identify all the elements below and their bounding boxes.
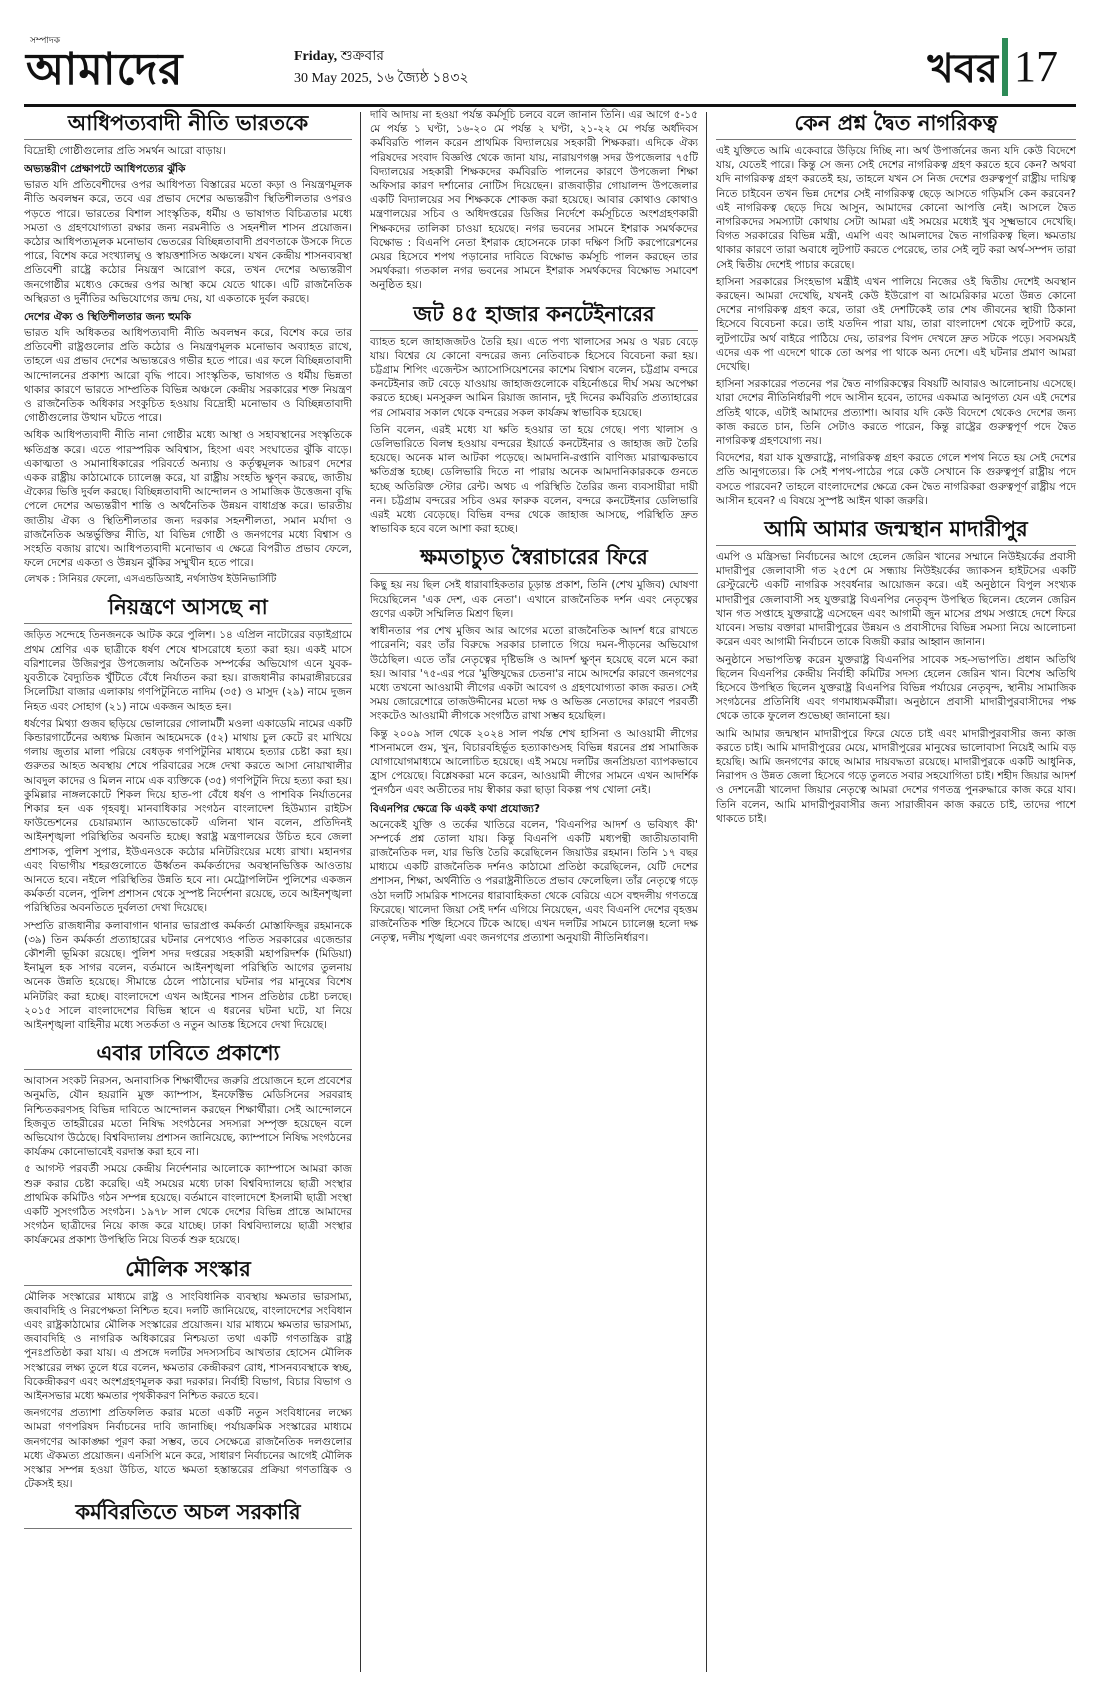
article-autocracy <box>370 544 698 945</box>
article-paragraph: আবাসন সংকট নিরসন, অনাবাসিক শিক্ষার্থীদের জরুরি প্রয়োজনে হলে প্রবেশের অনুমতি, যৌন হয়রানি মুক্ত ক্যাম্পাস, ইনফেক্টিভ মেডিসিনের সরবরাহ নিশ্চিতকরণসহ বিভিন্ন দাবিতে আন্দোলন করছেন শিক্ষার্থীরা। সেই আন্দোলনে হিজবুত তাহরীরের মতো নিষিদ্ধ সংগঠনের সদস্যরা সম্পৃক্ত হয়েছেন বলে অভিযোগ উঠেছে। বিশ্ববিদ্যালয় প্রশাসন জানিয়েছে, ক্যাম্পাসে নিষিদ্ধ সংগঠনের কার্যক্রম কোনোভাবেই বরদাস্ত করা হবে না। <box>24 1075 352 1159</box>
article-title[interactable]: এবার ঢাবিতে প্রকাশ্যে <box>24 1040 352 1070</box>
article-hegemony <box>24 110 352 586</box>
article-paragraph: অধিক আধিপত্যবাদী নীতি নানা গোষ্ঠীর মধ্যে আস্থা ও সহাবস্থানের সংস্কৃতিকে ক্ষতিগ্রস্ত করে। এতে পারস্পরিক অবিশ্বাস, হিংসা এবং সংঘাতের ঝুঁকি বাড়ে। একাত্মতা ও সমানাধিকারের পরিবর্তে অন্যায় ও কর্তৃত্বমূলক আচরণ দেশের একক রাষ্ট্রীয় কাঠামোকে চ্যালেঞ্জ করে, যা রাষ্ট্রীয় সংহতি ক্ষুণ্ন করছে, জাতীয় ঐক্যের ভিত্তি দুর্বল করছে। বিচ্ছিন্নতাবাদী আন্দোলন ও সামাজিক উত্তেজনা বৃদ্ধি পেলে দেশের অভ্যন্তরীণ শান্তি ও অর্থনৈতিক উন্নয়ন বাধাগ্রস্ত করে। ভারতীয় জাতীয় ঐক্য ও স্থিতিশীলতার জন্য দরকার সহনশীলতা, সমান মর্যাদা ও রাজনৈতিক অন্তর্ভুক্তির নীতি, যা বিভিন্ন গোষ্ঠী ও জনগণের মধ্যে বিশ্বাস ও সংহতি বজায় রাখে। আধিপত্যবাদী মনোভাব এ ক্ষেত্রে বিপরীত প্রভাব ফেলে, ফলে দেশের একতা ও উন্নয়ন ঝুঁকির সম্মুখীন হতে পারে। <box>24 429 352 570</box>
article-paragraph: এই যুক্তিতে আমি একেবারে উড়িয়ে দিচ্ছি না। অর্থ উপার্জনের জন্য যদি কেউ বিদেশে যায়, যেতেই পারে। কিন্তু সে জন্য সেই দেশের নাগরিকত্ব গ্রহণ করতে হবে কেন? অথবা যদি নাগরিকত্ব গ্রহণ করতেই হয়, তাহলে যখন সে নিজ দেশের গুরুত্বপূর্ণ রাষ্ট্রীয় দায়িত্ব নিতে চাইবেন তখন ভিন্ন দেশের সেই নাগরিকত্ব ছেড়ে আসতে গড়িমসি কেন করবেন? এই নাগরিকত্ব ছেড়ে দিয়ে আসুন, আমাদের কোনো আপত্তি নেই। আসলে দ্বৈত নাগরিকদের সমস্যাটা কোথায় সেটা আমরা এই সময়ের মধ্যেই খুব সূক্ষ্মভাবে দেখেছি। বিগত সরকারের বিভিন্ন মন্ত্রী, এমপি এবং আমলাদের দ্বৈত নাগরিকত্ব ছিল। ক্ষমতায় থাকার কারণে তারা অবাধে লুটপাট করতে পেরেছে, তার সেই লুট করা অর্থ-সম্পদ তারা সেই দ্বিতীয় দেশেই পাচার করেছে। <box>716 145 1076 271</box>
article-title[interactable]: আধিপত্যবাদী নীতি ভারতকে <box>24 110 352 140</box>
column-middle <box>370 108 698 1678</box>
article-reform <box>24 1256 352 1492</box>
day-bengali: শুক্রবার <box>340 49 384 64</box>
article-paragraph: তিনি বলেন, এরই মধ্যে যা ক্ষতি হওয়ার তা হয়ে গেছে। পণ্য খালাস ও ডেলিভারিতে বিলম্ব হওয়ায় বন্দরের ইয়ার্ডে কনটেইনার ও জাহাজ জট তৈরি হয়েছে। অনেক মাল আটকা পড়েছে। আমদানি-রপ্তানি বাণিজ্য মারাত্মকভাবে ক্ষতিগ্রস্ত হচ্ছে। ডেলিভারি দিতে না পারায় অনেক আমদানিকারককে গুনতে হচ্ছে অতিরিক্ত স্টোর রেন্ট। অথচ এ পরিস্থিতি তৈরির জন্য ব্যবসায়ীরা দায়ী নন। চট্টগ্রাম বন্দরের সচিব ওমর ফারুক বলেন, বন্দরে কনটেইনার ডেলিভারি এরই মধ্যে বেড়েছে। বিভিন্ন বন্দর থেকে জাহাজ আসছে, পরিস্থিতি দ্রুত স্বাভাবিক হবে বলে আশা করা হচ্ছে। <box>370 423 698 536</box>
article-title[interactable]: কেন প্রশ্ন দ্বৈত নাগরিকত্ব <box>716 110 1076 140</box>
logo-subtitle: সম্পাদক <box>30 36 61 46</box>
article-title[interactable]: কর্মবিরতিতে অচল সরকারি <box>24 1499 352 1529</box>
section-title: খবর <box>927 45 998 92</box>
article-paragraph: হাসিনা সরকারের সিংহভাগ মন্ত্রীই এখন পালিয়ে নিজের ওই দ্বিতীয় দেশেই অবস্থান করছেন। আমরা দেখেছি, যখনই কেউ ইউরোপ বা আমেরিকার মতো উন্নত কোনো দেশের নাগরিকত্ব গ্রহণ করে, তারা ওই দেশটিকেই তার শেষ জীবনের স্থায়ী ঠিকানা হিসেবে বিবেচনা করে। তাই যতদিন পারা যায়, তারা বাংলাদেশ থেকে লুটপাট করে, লুটপাটের অর্থ বাইরে পাঠিয়ে দেয়, তারপর বিপদ দেখলে দ্রুত সটকে পড়ে। সবসময়ই এদের এক পা এদেশে থাকে তো অপর পা থাকে অন্য দেশে। এই ঘটনার প্রমাণ আমরা দেখেছি। <box>716 275 1076 374</box>
author-byline: লেখক : সিনিয়র ফেলো, এসএন্ডডিআই, নর্থসাউথ ইউনিভার্সিটি <box>24 574 277 586</box>
article-strike <box>370 108 698 293</box>
article-paragraph: জড়িত সন্দেহে তিনজনকে আটক করে পুলিশ। ১৪ এপ্রিল নাটোরের বড়াইগ্রামে প্রথম শ্রেণির এক ছাত্রীকে ধর্ষণ শেষে শ্বাসরোধে হত্যা করা হয়। একই মাসে বরিশালের উজিরপুর উপজেলায় অনৈতিক সম্পর্কের অভিযোগ এনে যুবক-যুবতীকে বৈদ্যুতিক খুঁটিতে বেঁধে নির্যাতন করা হয়। রাজধানীর কামরাঙ্গীরচরের সিলেটিয়া বাজার এলাকায় গণপিটুনিতে নাদিম (৩৫) ও মাসুদ (২৯) নামে দুজন নিহত এবং সোহাগ (২১) নামে একজন আহত হন। <box>24 629 352 713</box>
article-paragraph: ৫ আগস্ট পরবর্তী সময়ে কেন্দ্রীয় নির্দেশনার আলোকে ক্যাম্পাসে আমরা কাজ শুরু করার চেষ্টা করেছি। এই সময়ের মধ্যে ঢাকা বিশ্ববিদ্যালয়ে ছাত্রী সংস্থার প্রাথমিক কমিটিও গঠন সম্পন্ন হয়েছে। বর্তমানে বাংলাদেশে ইসলামী ছাত্রী সংস্থা একটি সুসংগঠিত সংগঠন। ১৯৭৮ সাল থেকে দেশের বিভিন্ন প্রান্তে আমাদের সংগঠন ছাত্রীদের নিয়ে কাজ করে যাচ্ছে। ঢাকা বিশ্ববিদ্যালয়ে ছাত্রী সংস্থার কার্যক্রমের প্রকাশ্য উপস্থিতি নিয়ে বিতর্ক শুরু হয়েছে। <box>24 1163 352 1247</box>
article-citizenship <box>716 110 1076 508</box>
article-madaripur <box>716 516 1076 826</box>
article-paragraph: বিদেশের, ধরা যাক যুক্তরাষ্ট্রে, নাগরিকত্ব গ্রহণ করতে গেলে শপথ নিতে হয় সেই দেশের প্রতি আনুগত্যের। কি সেই শপথ-পাঠের পরে কেউ সেখানে কি গুরুত্বপূর্ণ রাষ্ট্রীয় পদে বসতে পারবেন? তাহলে বাংলাদেশের ক্ষেত্রে কেন দ্বৈত নাগরিকরা গুরুত্বপূর্ণ রাষ্ট্রীয় পদে আসীন হবেন? এ বিষয়ে সুস্পষ্ট আইন থাকা জরুরি। <box>716 452 1076 507</box>
article-title[interactable]: মৌলিক সংস্কার <box>24 1256 352 1286</box>
article-paragraph: কিছু হয় নয় ছিল সেই ধারাবাহিকতার চূড়ান্ত প্রকাশ, তিনি (শেখ মুজিব) ঘোষণা দিয়েছিলেন 'এক দেশ, এক নেতা'। এখানে রাজনৈতিক দর্শন এবং নেতৃত্বের গুণের একটা সম্মিলিত মিশ্রণ ছিল। <box>370 579 698 620</box>
article-paragraph: ভারত যদি প্রতিবেশীদের ওপর আধিপত্য বিস্তারের মতো কড়া ও নিয়ন্ত্রণমূলক নীতি অবলম্বন করে, তবে এর প্রভাব দেশের অভ্যন্তরীণ স্থিতিশীলতার ওপরও পড়তে পারে। ভারতের বিশাল সাংস্কৃতিক, ধর্মীয় ও ভাষাগত বিচিত্রতার মধ্যে সমতা ও গ্রহণযোগ্যতা রক্ষার জন্য নরমনীতি ও সহনশীল শাসন প্রয়োজন। কঠোর আধিপত্যমূলক মনোভাব ভেতরের বিচ্ছিন্নতাবাদী প্রবণতাকে উসকে দিতে পারে, বিশেষ করে সংখ্যালঘু ও স্বায়ত্তশাসিত অঞ্চলে। যখন কেন্দ্রীয় শাসনব্যবস্থা প্রতিবেশী রাষ্ট্রে কঠোর নিয়ন্ত্রণ আরোপ করে, তখন দেশের অভ্যন্তরীণ জনগোষ্ঠীর মধ্যেও কেন্দ্রের ওপর আস্থা কমে যেতে থাকে। এটি রাজনৈতিক অস্থিরতা ও দুর্নীতির অভিযোগের জন্ম দেয়, যা একতাকে দুর্বল করছে। <box>24 179 352 305</box>
article-paragraph: জনগণের প্রত্যাশা প্রতিফলিত করার মতো একটি নতুন সংবিধানের লক্ষ্যে আমরা গণপরিষদ নির্বাচনের দাবি জানাচ্ছি। পর্যায়ক্রমিক সংস্কারের মাধ্যমে জনগণের আকাঙ্ক্ষা পূরণ করা সম্ভব, তবে সেক্ষেত্রে রাজনৈতিক দলগুলোর মধ্যে ঐকমত্য প্রয়োজন। এনসিপি মনে করে, সাধারণ নির্বাচনের আগেই মৌলিক সংস্কার সম্পন্ন হওয়া উচিত, যাতে ক্ষমতা হস্তান্তরের প্রক্রিয়া গণতান্ত্রিক ও টেকসই হয়। <box>24 1407 352 1491</box>
logo-text: আমাদের <box>26 44 184 95</box>
day-english: Friday, <box>294 49 338 64</box>
newspaper-logo[interactable] <box>26 36 184 98</box>
column-right <box>716 108 1076 1678</box>
article-paragraph: স্বাধীনতার পর শেখ মুজিব আর আগের মতো রাজনৈতিক আদর্শ ধরে রাখতে পারেননি; বরং তাঁর বিরুদ্ধে সরকার চালাতে গিয়ে দমন-পীড়নের অভিযোগ উঠেছিল। এতে তাঁর নেতৃত্বের দৃষ্টিভঙ্গি ও আদর্শ ক্ষুণ্ন হয়েছে বলে মনে করা হয়। আবার '৭৫-এর পরে 'মুক্তিযুদ্ধের চেতনা'র নামে আদর্শের কারণে জনগণের মধ্যে তখনো আওয়ামী লীগের একটা আবেগ ও গ্রহণযোগ্যতা কাজ করত। সেই সময় জোরেশোরে তাজউদ্দীনের মতো দক্ষ ও অভিজ্ঞ নেতাদের কারণে পরবর্তী সংকটেও আওয়ামী লীগকে সংগঠিত রাখা সম্ভব হয়েছিল। <box>370 625 698 723</box>
article-paragraph: সম্প্রতি রাজধানীর কলাবাগান থানার ভারপ্রাপ্ত কর্মকর্তা মোস্তাফিজুর রহমানকে (৩৯) তিন কর্মকর্তা প্রত্যাহারের ঘটনার নেপথ্যেও পতিত সরকারের এজেন্ডার কৌশলী ভূমিকা রয়েছে। পুলিশ সদর দপ্তরের সহকারী মহাপরিদর্শক (মিডিয়া) ইনামুল হক সাগর বলেন, বর্তমানে আইনশৃঙ্খলা পরিস্থিতি আগের তুলনায় অনেক উন্নতি হয়েছে। সীমান্তে ঠেলে পাঠানোর ঘটনার পর মানুষের বিশেষ মনিটরিং করা হচ্ছে। বাংলাদেশে এখন আইনের শাসন প্রতিষ্ঠার চেষ্টা চলছে। ২০১৫ সালে বাংলাদেশের বিভিন্ন স্থানে এ ধরনের ঘটনা ঘটে, যা নিয়ে আইনশৃঙ্খলা বাহিনীর মধ্যে সতর্কতা ও নতুন আতঙ্ক হিসেবে দেখা দিয়েছে। <box>24 919 352 1031</box>
article-containers <box>370 301 698 537</box>
column-left <box>24 108 352 1678</box>
article-paragraph: আমি আমার জন্মস্থান মাদারীপুরে ফিরে যেতে চাই এবং মাদারীপুরবাসীর জন্য কাজ করতে চাই। আমি মাদারীপুরের মেয়ে, মাদারীপুরের মানুষের ভালোবাসা নিয়েই আমি বড় হয়েছি। আমি জনগণের কাছে আমার দায়বদ্ধতা রয়েছে। মাদারীপুরকে একটি আধুনিক, নিরাপদ ও উন্নত জেলা হিসেবে গড়ে তুলতে সবার সহযোগিতা চাই। শহীদ জিয়ার আদর্শ ও দেশনেত্রী খালেদা জিয়ার নেতৃত্বে আমরা দেশের গণতন্ত্র পুনরুদ্ধারে কাজ করে যাব। তিনি বলেন, আমি মাদারীপুরবাসীর জন্য সারাজীবন কাজ করতে চাই, তাদের পাশে থাকতে চাই। <box>716 727 1076 825</box>
column-divider <box>360 112 361 1672</box>
article-control <box>24 594 352 1032</box>
article-paragraph: ধর্ষণের মিথ্যা গুজব ছড়িয়ে ভোলারের গোলামটী মওলা একাডেমি নামের একটি কিন্ডারগার্টেনের অধ্যক্ষ মিজান আহমেদকে (৫২) মাথায় চুল কেটে রং মাখিয়ে গলায় জুতার মালা পরিয়ে বেধড়ক গণপিটুনির মাধ্যমে হত্যার চেষ্টা করা হয়। গুরুতর আহত অবস্থায় শেষে পরিবারের সঙ্গে দেখা করতে আসা নোয়াখালীর আবদুল কাদের ও মিলন নামে এক ব্যক্তিকে (৩৫) গণপিটুনি দিয়ে হত্যা করা হয়। কুমিল্লার নাঙ্গলকোটে শিকল দিয়ে হাত-পা বেঁধে ধর্ষণ ও পাশবিক নির্যাতনের শিকার হন এক গৃহবধূ। মানবাধিকার সংগঠন বাংলাদেশ হিউম্যান রাইটস ফাউন্ডেশনের চেয়ারম্যান অ্যাডভোকেট এলিনা খান বলেন, প্রতিদিনই আইনশৃঙ্খলা পরিস্থিতির অবনতি হচ্ছে। স্বরাষ্ট্র মন্ত্রণালয়ের উচিত হবে জেলা প্রশাসক, পুলিশ সুপার, ইউএনওকে কঠোর মনিটরিংয়ের মধ্যে রাখা। মহানগর এবং বিভাগীয় শহরগুলোতে ঊর্ধ্বতন কর্মকর্তাদের অবস্থানভিত্তিক আওতায় আনতে হবে। নইলে পরিস্থিতির উন্নতি হবে না। মেট্রোপলিটন পুলিশের একজন কর্মকর্তা বলেন, পুলিশ প্রশাসন থেকে সুস্পষ্ট নির্দেশনা রয়েছে, তবে আইনশৃঙ্খলা পরিস্থিতির অবনতিতে দুর্বলতা দেখা দিয়েছে। <box>24 717 352 915</box>
article-paragraph: বিদ্রোহী গোষ্ঠীগুলোর প্রতি সমর্থন আরো বাড়ায়। <box>24 145 226 157</box>
column-divider <box>706 112 707 1672</box>
article-paragraph: দাবি আদায় না হওয়া পর্যন্ত কর্মসূচি চলবে বলে জানান তিনি। এর আগে ৫-১৫ মে পর্যন্ত ১ ঘণ্টা, ১৬-২০ মে পর্যন্ত ২ ঘণ্টা, ২১-২২ মে পর্যন্ত অর্ধদিবস কর্মবিরতি পালন করেন প্রাথমিক বিদ্যালয়ের সহকারী শিক্ষকরা। এদিকে ঐক্য পরিষদের সংবাদ বিজ্ঞপ্তি থেকে জানা যায়, নারায়ণগঞ্জ সদর উপজেলার ৭৫টি বিদ্যালয়ের সহকারী শিক্ষকদের কর্মবিরতি পালনের কারণে উপজেলা শিক্ষা অফিসার কারণ দর্শানোর নোটিস দিয়েছেন। রাজবাড়ীর গোয়ালন্দ উপজেলার একটি বিদ্যালয়ের সব শিক্ষককে শোকজ করা হয়েছে। আবার কোথাও কোথাও মন্ত্রণালয়ের সচিব ও অধিদপ্তরের ডিজির নির্দেশে কর্মসূচিতে অংশগ্রহণকারী শিক্ষকদের তালিকা চাওয়া হয়েছে। নগর ভবনের সামনে ইশরাক সমর্থকদের বিক্ষোভ : বিএনপি নেতা ইশরাক হোসেনকে ঢাকা দক্ষিণ সিটি করপোরেশনের মেয়র হিসেবে শপথ পড়ানোর দাবিতে বিক্ষোভ কর্মসূচি পালন করছেন তার সমর্থকরা। গতকাল নগর ভবনের সামনে ইশরাক সমর্থকদের বিক্ষোভ সমাবেশ অনুষ্ঠিত হয়। <box>370 109 698 292</box>
subheading: দেশের ঐক্য ও স্থিতিশীলতার জন্য হুমকি <box>24 311 191 324</box>
subheading: বিএনপির ক্ষেত্রে কি একই কথা প্রযোজ্য? <box>370 802 541 815</box>
article-title[interactable]: জট ৪৫ হাজার কনটেইনারের <box>370 301 698 331</box>
article-title[interactable]: নিয়ন্ত্রণে আসছে না <box>24 594 352 624</box>
article-paragraph: ব্যাহত হলে জাহাজজটও তৈরি হয়। এতে পণ্য খালাসের সময় ও খরচ বেড়ে যায়। বিশ্বের যে কোনো বন্দরের জন্য নেতিবাচক হিসেবে বিবেচনা করা হয়। চট্টগ্রাম শিপিং এজেন্টস অ্যাসোসিয়েশনের কাশেম বিশ্বাস বলেন, চট্টগ্রাম বন্দরে কনটেইনার জট বেড়ে যাওয়ায় জাহাজগুলোকে বহির্নোঙরে দীর্ঘ সময় অপেক্ষা করতে হচ্ছে। মনসুরুল আমিন রিয়াজ জানান, দুই দিনের কর্মবিরতি প্রত্যাহারের পর সোমবার সকাল থেকে বন্দরের সকল কার্যক্রম স্বাভাবিক হয়েছে। <box>370 335 698 419</box>
article-strike-heading <box>24 1499 352 1529</box>
page-number-box <box>1002 38 1076 96</box>
article-paragraph: কিন্তু ২০০৯ সাল থেকে ২০২৪ সাল পর্যন্ত শেখ হাসিনা ও আওয়ামী লীগের শাসনামলে গুম, খুন, বিচারবহির্ভূত হত্যাকাণ্ডসহ বিভিন্ন ধরনের প্রশ্ন সামাজিক যোগাযোগমাধ্যমে আলোচিত হয়েছে। এই সময়ে দলটির জনপ্রিয়তা ব্যাপকভাবে হ্রাস পেয়েছে। বিশ্লেষকরা মনে করেন, আওয়ামী লীগের সামনে এখন আদর্শিক পুনর্গঠন এবং অতীতের দায় স্বীকার করা ছাড়া বিকল্প পথ খোলা নেই। <box>370 727 698 797</box>
article-paragraph: ভারত যদি অধিকতর আধিপত্যবাদী নীতি অবলম্বন করে, বিশেষ করে তার প্রতিবেশী রাষ্ট্রগুলোর প্রতি কঠোর ও নিয়ন্ত্রণমূলক মনোভাব অব্যাহত রাখে, তাহলে এর প্রভাব দেশের অভ্যন্তরেও গভীর হতে পারে। এর ফলে বিচ্ছিন্নতাবাদী আন্দোলনের প্রকাশ্য আরো বৃদ্ধি পাবে। সাংস্কৃতিক, ভাষাগত ও ধর্মীয় ভিন্নতা থাকার কারণে ভারতে সাম্প্রতিক বিভিন্ন অঞ্চলে কেন্দ্রীয় সরকারের শক্ত নিয়ন্ত্রণ ও রাজনৈতিক অধিকার সংকুচিত হওয়ায় বিদ্রোহী মনোভাব ও বিচ্ছিন্নতাবাদী গোষ্ঠীগুলোর উত্থান ঘটতে পারে। <box>24 327 352 425</box>
article-paragraph: মৌলিক সংস্কারের মাধ্যমে রাষ্ট্র ও সাংবিধানিক ব্যবস্থায় ক্ষমতার ভারসাম্য, জবাবদিহি ও নিরপেক্ষতা নিশ্চিত হবে। দলটি জানিয়েছে, বাংলাদেশের সংবিধান এবং রাষ্ট্রকাঠামোর মৌলিক সংস্কারের প্রয়োজন। যার মাধ্যমে ক্ষমতার ভারসাম্য, জবাবদিহি ও নাগরিক অধিকারের নিশ্চয়তা তথা একটি গণতান্ত্রিক রাষ্ট্র পুনঃপ্রতিষ্ঠা করা যায়। এ প্রসঙ্গে দলটির সদস্যসচিব আখতার হোসেন মৌলিক সংস্কারের লক্ষ্য তুলে ধরে বলেন, ক্ষমতার কেন্দ্রীকরণ রোধ, শাসনব্যবস্থাকে স্বচ্ছ, বিকেন্দ্রীকরণ এবং অংশগ্রহণমূলক করা দরকার। নির্বাহী বিভাগ, বিচার বিভাগ ও আইনসভার মধ্যে ক্ষমতার পৃথকীকরণ নিশ্চিত করতে হবে। <box>24 1290 352 1403</box>
masthead <box>24 38 1076 107</box>
article-paragraph: এমপি ও মন্ত্রিসভা নির্বাচনের আগে হেলেন জেরিন খানের সম্মানে নিউইয়র্কের প্রবাসী মাদারীপুর জেলাবাসী গত ২৫শে মে সন্ধ্যায় নিউইয়র্কের জ্যাকসন হাইটসের একটি রেস্টুরেন্টে একটি নাগরিক সংবর্ধনার আয়োজন করে। এই অনুষ্ঠানে বিপুল সংখ্যক মাদারীপুর জেলাবাসী সহ যুক্তরাষ্ট্র বিএনপির নেতৃবৃন্দ উপস্থিত ছিলেন। হেলেন জেরিন খান গত সপ্তাহে যুক্তরাষ্ট্রে এসেছেন এবং আগামী জুন মাসের প্রথম সপ্তাহে দেশে ফিরে যাবেন। সভায় বক্তারা মাদারীপুরের উন্নয়ন ও প্রবাসীদের বিভিন্ন সমস্যা নিয়ে আলোচনা করেন এবং আগামী নির্বাচনে তাকে বিজয়ী করার আহ্বান জানান। <box>716 551 1076 649</box>
article-title[interactable]: আমি আমার জন্মস্থান মাদারীপুর <box>716 516 1076 546</box>
dateline <box>294 46 469 90</box>
article-paragraph: অনেকেই যুক্তি ও তর্কের খাতিরে বলেন, 'বিএনপির আদর্শ ও ভবিষ্যৎ কী' সম্পর্কে প্রশ্ন তোলা যায়। কিন্তু বিএনপি একটি মধ্যপন্থী জাতীয়তাবাদী রাজনৈতিক দল, যার ভিত্তি তৈরি করেছিলেন জিয়াউর রহমান। তিনি ১৭ বছর মাধ্যমে একটি রাজনৈতিক দর্শনও কাঠামো প্রতিষ্ঠা করেছিলেন, যেটি দেশের প্রশাসন, শিক্ষা, অর্থনীতি ও পররাষ্ট্রনীতিতে প্রভাব ফেলেছিল। তাঁর নেতৃত্বে গড়ে ওঠা দলটি সামরিক শাসনের ধারাবাহিকতা থেকে বেরিয়ে এসে বহুদলীয় গণতন্ত্রে ফিরেছে। খালেদা জিয়া সেই দর্শন এগিয়ে নিয়েছেন, এবং বিএনপি দেশের বৃহত্তম রাজনৈতিক শক্তি হিসেবে টিকে আছে। এখন দলটির সামনে চ্যালেঞ্জ হলো দক্ষ নেতৃত্ব, দলীয় শৃঙ্খলা এবং জনগণের প্রত্যাশা অনুযায়ী নীতিনির্ধারণ। <box>370 818 698 945</box>
article-dhaka-university <box>24 1040 352 1247</box>
page-number: 17 <box>1014 42 1058 91</box>
article-paragraph: অনুষ্ঠানে সভাপতিত্ব করেন যুক্তরাষ্ট্র বিএনপির সাবেক সহ-সভাপতি। প্রধান অতিথি ছিলেন বিএনপির কেন্দ্রীয় নির্বাহী কমিটির সদস্য হেলেন জেরিন খান। বিশেষ অতিথি হিসেবে উপস্থিত ছিলেন যুক্তরাষ্ট্র বিএনপির বিভিন্ন পর্যায়ের নেতৃবৃন্দ, স্থানীয় সামাজিক সংগঠনের প্রতিনিধি এবং গণমাধ্যমকর্মীরা। অনুষ্ঠানে প্রবাসী মাদারীপুরবাসীদের পক্ষ থেকে তাকে ফুলেল শুভেচ্ছা জানানো হয়। <box>716 653 1076 723</box>
subheading: অভ্যন্তরীণ প্রেক্ষাপটে আধিপত্যের ঝুঁকি <box>24 163 186 176</box>
article-title[interactable]: ক্ষমতাচ্যুত স্বৈরাচারের ফিরে <box>370 544 698 574</box>
date-text: 30 May 2025, ১৬ জ্যৈষ্ঠ ১৪৩২ <box>294 71 469 86</box>
article-paragraph: হাসিনা সরকারের পতনের পর দ্বৈত নাগরিকত্বের বিষয়টি আবারও আলোচনায় এসেছে। যারা দেশের নীতিনির্ধারণী পদে আসীন হবেন, তাদের একমাত্র আনুগত্য যেন এই দেশের প্রতিই থাকে, এটাই আমাদের প্রত্যাশা। আবার যদি কেউ বিদেশে থেকেও দেশের জন্য কাজ করতে চান, তিনি সেটাও করতে পারেন, কিন্তু রাষ্ট্রের গুরুত্বপূর্ণ পদে দ্বৈত নাগরিকত্ব গ্রহণযোগ্য নয়। <box>716 378 1076 448</box>
